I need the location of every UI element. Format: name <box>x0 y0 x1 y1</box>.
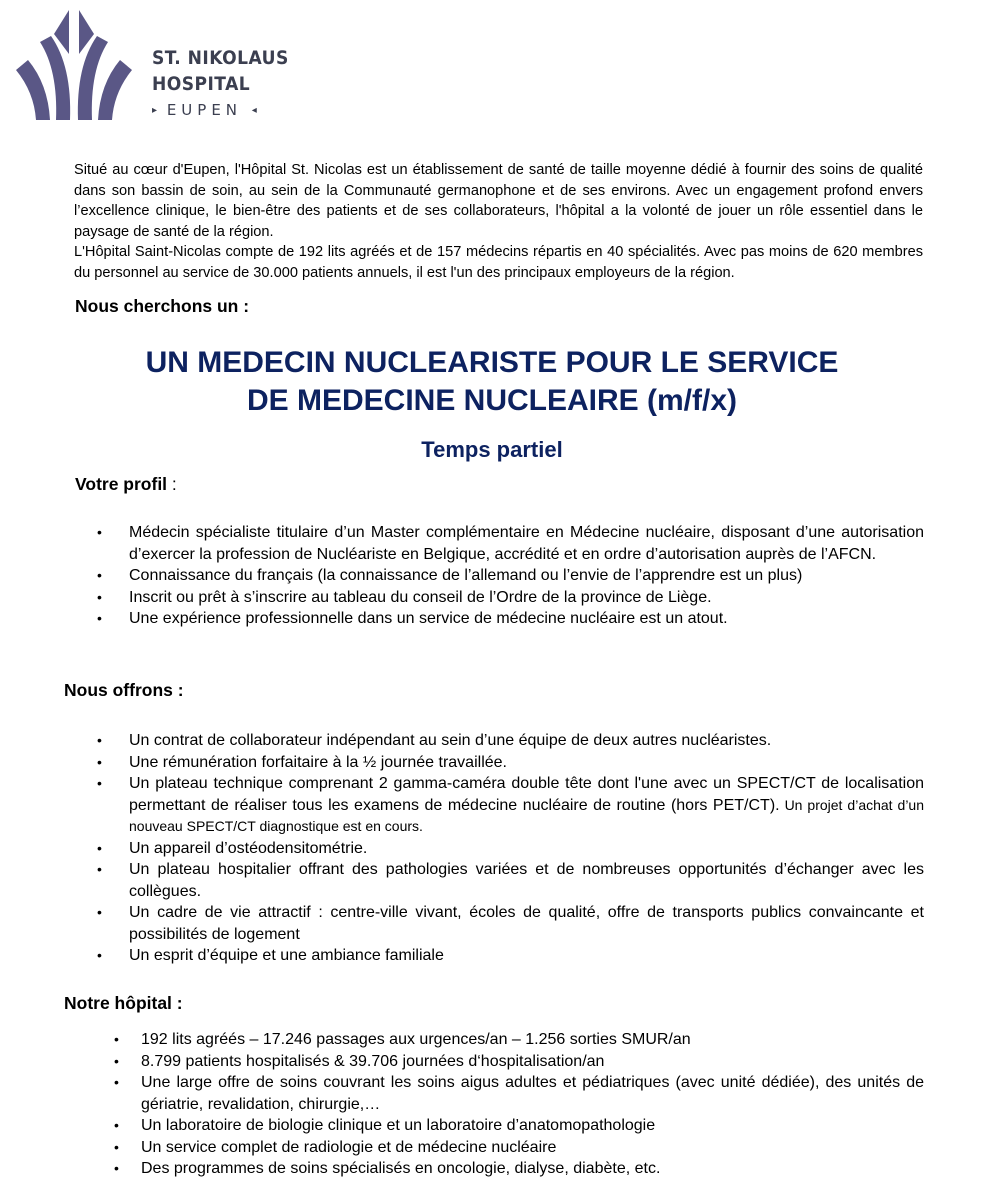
list-item <box>97 838 924 860</box>
bullet-icon: • <box>114 1031 119 1047</box>
arrow-right-icon: ▸ <box>152 105 158 116</box>
search-heading: Nous cherchons un : <box>75 296 250 316</box>
list-item-text: Un service complet de radiologie et de médecine nucléaire <box>141 1138 557 1156</box>
list-item <box>114 1072 924 1115</box>
job-title-line-1: UN MEDECIN NUCLEARISTE POUR LE SERVICE <box>145 346 839 379</box>
list-item-text: 8.799 patients hospitalisés & 39.706 journées d‘hospitalisation/an <box>141 1052 605 1070</box>
list-item <box>97 608 924 630</box>
list-item <box>97 773 924 838</box>
list-item-text: Une rémunération forfaitaire à la ½ journée travaillée. <box>129 753 507 771</box>
list-item-text: Un plateau technique comprenant 2 gamma-caméra double tête dont l'une avec un SPECT/CT de localisation permettant de réaliser tous les examens de médecine nucléaire de routine (hors PET/CT). <box>129 775 924 814</box>
brand-name-line2: HOSPITAL <box>152 73 251 95</box>
list-item-note: Un projet d’achat d’un nouveau SPECT/CT diagnostique est en cours. <box>129 796 924 834</box>
list-item-text: Connaissance du français (la connaissance de l’allemand ou l’envie de l’apprendre est un plus) <box>129 567 803 584</box>
list-item-text: 192 lits agréés – 17.246 passages aux urgences/an – 1.256 sorties SMUR/an <box>141 1031 691 1048</box>
hospital-brand <box>152 45 304 122</box>
list-item-text: Un contrat de collaborateur indépendant au sein d’une équipe de deux autres nucléaristes. <box>129 732 772 749</box>
bullet-icon: • <box>114 1138 119 1155</box>
list-item <box>97 859 924 902</box>
list-item-text: Un laboratoire de biologie clinique et un laboratoire d’anatomopathologie <box>141 1117 656 1134</box>
bullet-icon: • <box>114 1074 119 1090</box>
job-subtitle: Temps partiel <box>421 437 563 462</box>
list-item <box>97 945 924 967</box>
list-item <box>114 1137 924 1159</box>
list-item <box>97 902 924 945</box>
arrow-left-icon: ◂ <box>251 105 257 116</box>
bullet-icon: • <box>114 1117 119 1133</box>
job-title-line-2: DE MEDECINE NUCLEAIRE (m/f/x) <box>246 384 738 417</box>
list-item <box>114 1115 924 1137</box>
profil-heading-colon: : <box>167 474 177 494</box>
list-item <box>97 587 924 609</box>
bullet-icon: • <box>97 567 102 583</box>
list-item-text: Un esprit d’équipe et une ambiance familiale <box>129 947 444 964</box>
list-item <box>114 1029 924 1051</box>
list-item <box>97 565 924 587</box>
bullet-icon: • <box>97 732 102 748</box>
bullet-icon: • <box>114 1052 119 1069</box>
hopital-list <box>114 1029 924 1180</box>
profil-list <box>97 522 924 630</box>
list-item-text: Un cadre de vie attractif : centre-ville vivant, écoles de qualité, offre de transports publics convaincante et possibilités de logement <box>129 904 924 943</box>
list-item-text: Médecin spécialiste titulaire d’un Master complémentaire en Médecine nucléaire, disposant d’une autorisation d’exercer la profession de Nucléariste en Belgique, accrédité et en ordre d’autorisation auprès de l’AFCN. <box>129 524 924 563</box>
intro-paragraph-2: L'Hôpital Saint-Nicolas compte de 192 lits agréés et de 157 médecins répartis en 40 spécialités. Avec pas moins de 620 membres du personnel au service de 30.000 patients annuels, il est l'un des principaux employeurs de la région. <box>74 244 923 281</box>
bullet-icon: • <box>97 753 102 770</box>
bullet-icon: • <box>97 524 102 540</box>
bullet-icon: • <box>97 775 102 791</box>
brand-location <box>152 99 304 122</box>
job-title <box>0 344 984 420</box>
bullet-icon: • <box>97 947 102 963</box>
bullet-icon: • <box>114 1160 119 1176</box>
list-item-text: Inscrit ou prêt à s’inscrire au tableau du conseil de l’Ordre de la province de Liège. <box>129 588 712 606</box>
bullet-icon: • <box>97 861 102 877</box>
intro-paragraph-1: Situé au cœur d'Eupen, l'Hôpital St. Nicolas est un établissement de santé de taille moyenne dédié à fournir des soins de qualité dans son bassin de soin, au sein de la Communauté germanophone et de ses environs. Avec un engagement profond envers l’excellence clinique, le bien-être des patients et de ses collaborateurs, l'hôpital a la volonté de jouer un rôle essentiel dans le paysage de santé de la région. <box>74 162 923 240</box>
list-item <box>97 730 924 752</box>
list-item-text: Des programmes de soins spécialisés en oncologie, dialyse, diabète, etc. <box>141 1160 661 1177</box>
profil-heading <box>75 474 177 495</box>
hopital-heading: Notre hôpital : <box>64 993 183 1013</box>
list-item <box>114 1158 924 1180</box>
brand-city: EUPEN <box>166 101 243 119</box>
list-item <box>97 522 924 565</box>
list-item-text: Une large offre de soins couvrant les soins aigus adultes et pédiatriques (avec unité dédiée), des unités de gériatrie, revalidation, chirurgie,… <box>141 1074 924 1113</box>
list-item-text: Un plateau hospitalier offrant des pathologies variées et de nombreuses opportunités d’échanger avec les collègues. <box>129 861 924 900</box>
offrons-heading: Nous offrons : <box>64 680 184 700</box>
intro-text <box>74 160 923 283</box>
profil-heading-text: Votre profil <box>75 474 168 494</box>
offrons-list <box>97 730 924 967</box>
list-item <box>114 1051 924 1073</box>
bullet-icon: • <box>97 610 102 626</box>
bullet-icon: • <box>97 904 102 920</box>
hospital-logo-icon <box>14 8 134 124</box>
bullet-icon: • <box>97 588 102 605</box>
list-item-text: Un appareil d’ostéodensitométrie. <box>129 839 368 857</box>
list-item-text: Une expérience professionnelle dans un service de médecine nucléaire est un atout. <box>129 610 728 627</box>
list-item <box>97 752 924 774</box>
bullet-icon: • <box>97 839 102 856</box>
brand-name-line1: ST. NIKOLAUS <box>152 47 289 69</box>
